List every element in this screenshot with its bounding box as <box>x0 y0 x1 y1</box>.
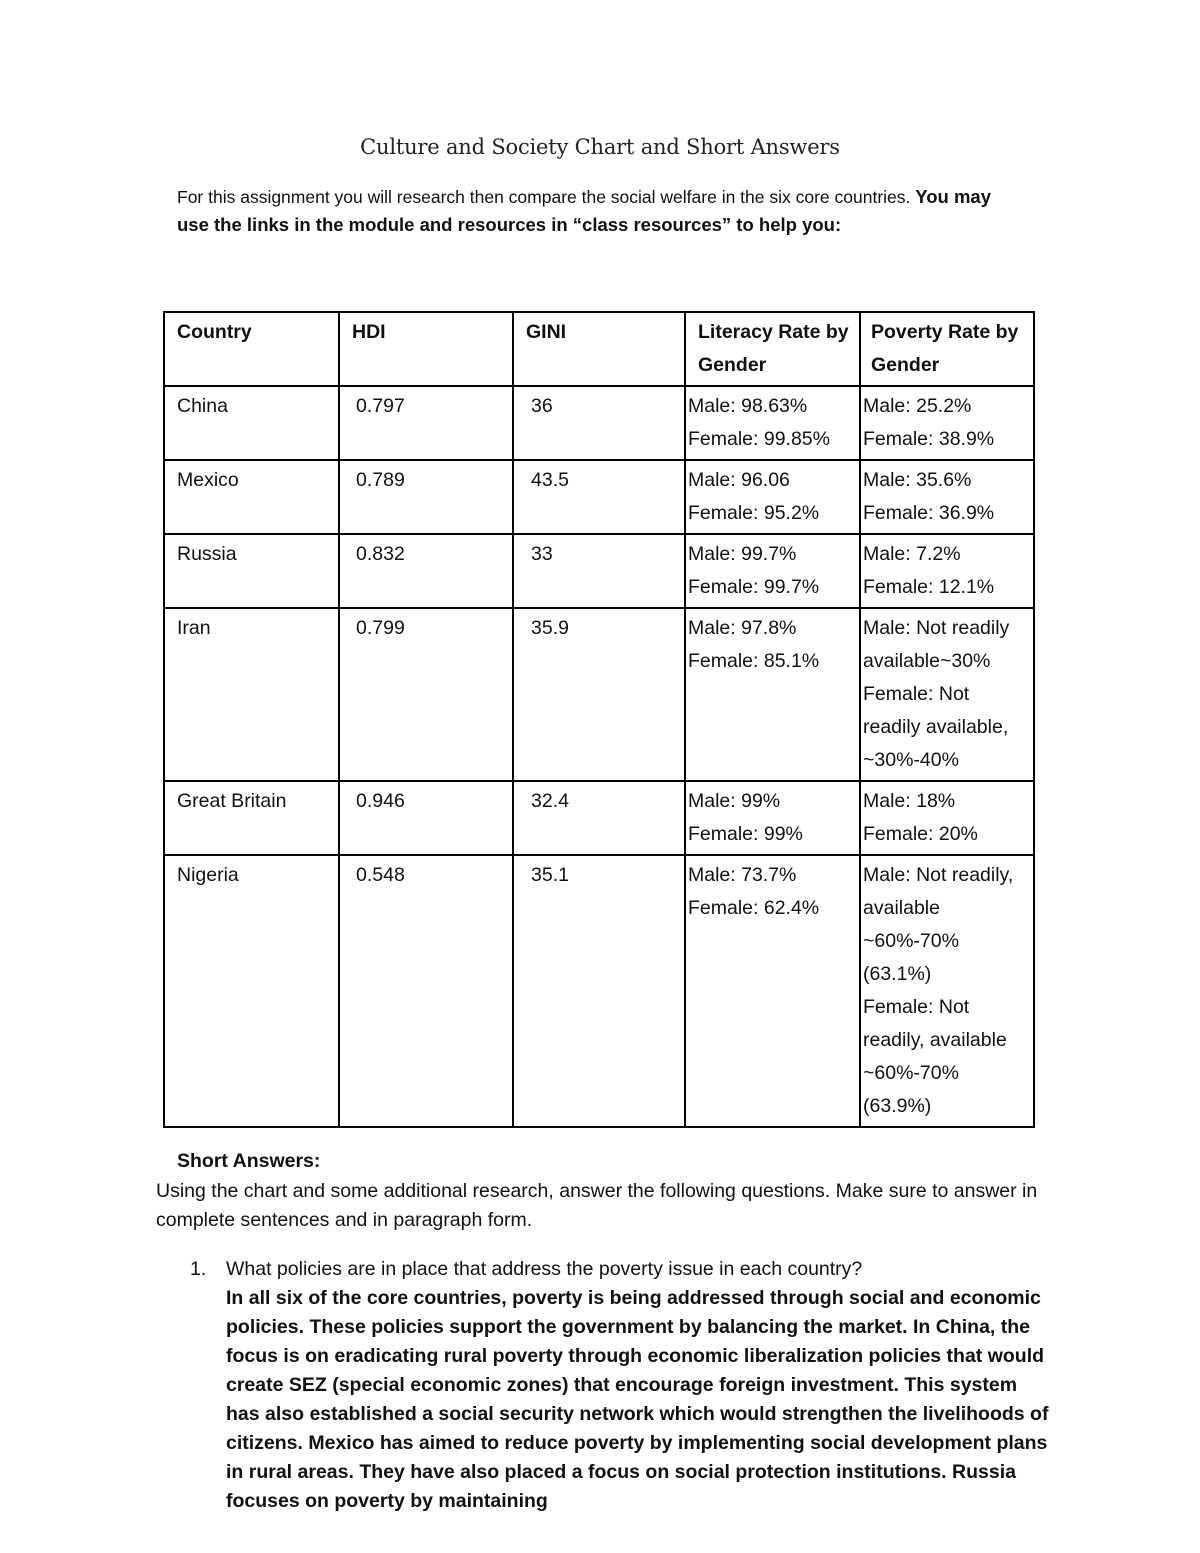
short-answers-heading: Short Answers: <box>177 1150 321 1172</box>
cell-country: Iran <box>164 608 339 781</box>
cell-literacy <box>685 855 860 1127</box>
poverty-line: Male: 18% <box>863 790 956 812</box>
social-welfare-table <box>163 311 1035 1128</box>
cell-country: China <box>164 386 339 460</box>
cell-literacy <box>685 781 860 855</box>
poverty-line: Female: 36.9% <box>863 502 995 524</box>
poverty-line: (63.1%) <box>863 963 932 985</box>
table-header-row <box>164 312 1034 386</box>
poverty-line: ~30%-40% <box>863 749 959 771</box>
poverty-line: Male: 7.2% <box>863 543 961 565</box>
literacy-line: Female: 99% <box>688 823 803 845</box>
cell-gini: 33 <box>513 534 685 608</box>
cell-hdi: 0.799 <box>339 608 513 781</box>
cell-country: Nigeria <box>164 855 339 1127</box>
literacy-line: Male: 97.8% <box>688 617 797 639</box>
header-literacy: Literacy Rate by Gender <box>685 312 860 386</box>
answer-text: In all six of the core countries, poverty is being addressed through social and economic policies. These policies support the government by balancing the market. In China, the focus is on eradicating rural poverty through economic liberalization policies that would create SEZ (special economic zones) that encourage foreign investment. This system has also established a social security network which would strengthen the livelihoods of citizens. Mexico has aimed to reduce poverty by implementing social development plans in rural areas. They have also placed a focus on social protection institutions. Russia focuses on poverty by maintaining <box>226 1287 1049 1512</box>
intro-text-part1: For this assignment you will research then compare the social welfare in the six core countries. <box>177 187 916 207</box>
cell-hdi: 0.548 <box>339 855 513 1127</box>
poverty-line: available <box>863 897 940 919</box>
cell-poverty <box>860 781 1034 855</box>
literacy-line: Female: 95.2% <box>688 502 820 524</box>
poverty-line: Male: 35.6% <box>863 469 972 491</box>
literacy-line: Female: 85.1% <box>688 650 820 672</box>
literacy-line: Female: 62.4% <box>688 897 820 919</box>
cell-literacy <box>685 460 860 534</box>
cell-literacy <box>685 608 860 781</box>
cell-gini: 35.9 <box>513 608 685 781</box>
poverty-line: Female: Not <box>863 996 970 1018</box>
header-country: Country <box>164 312 339 386</box>
poverty-line: available~30% <box>863 650 991 672</box>
literacy-line: Female: 99.85% <box>688 428 830 450</box>
table-row <box>164 534 1034 608</box>
poverty-line: ~60%-70% <box>863 1062 959 1084</box>
table-row <box>164 386 1034 460</box>
short-answers-instructions: Using the chart and some additional research, answer the following questions. Make sure to answer in complete sentences and in paragraph form. <box>156 1180 1038 1231</box>
header-gini: GINI <box>513 312 685 386</box>
document-title: Culture and Society Chart and Short Answers <box>360 135 840 159</box>
literacy-line: Male: 96.06 <box>688 469 790 491</box>
intro-text-part2: You may use the links in the module and resources in “class resources” to help you: <box>177 186 991 235</box>
cell-literacy <box>685 534 860 608</box>
table-row <box>164 608 1034 781</box>
cell-gini: 43.5 <box>513 460 685 534</box>
literacy-line: Male: 98.63% <box>688 395 808 417</box>
cell-country: Mexico <box>164 460 339 534</box>
table-row <box>164 781 1034 855</box>
cell-hdi: 0.946 <box>339 781 513 855</box>
cell-poverty <box>860 855 1034 1127</box>
literacy-line: Male: 99.7% <box>688 543 797 565</box>
cell-literacy <box>685 386 860 460</box>
cell-hdi: 0.797 <box>339 386 513 460</box>
question-item <box>190 1255 1050 1516</box>
table-row <box>164 460 1034 534</box>
cell-poverty <box>860 386 1034 460</box>
poverty-line: Female: 20% <box>863 823 978 845</box>
poverty-line: ~60%-70% <box>863 930 959 952</box>
poverty-line: Female: Not <box>863 683 970 705</box>
cell-poverty <box>860 534 1034 608</box>
literacy-line: Male: 99% <box>688 790 781 812</box>
table-row <box>164 855 1034 1127</box>
header-poverty: Poverty Rate by Gender <box>860 312 1034 386</box>
poverty-line: Male: Not readily <box>863 617 1010 639</box>
poverty-line: Female: 12.1% <box>863 576 995 598</box>
poverty-line: Male: 25.2% <box>863 395 972 417</box>
cell-hdi: 0.832 <box>339 534 513 608</box>
cell-gini: 36 <box>513 386 685 460</box>
cell-poverty <box>860 608 1034 781</box>
question-number: 1. <box>190 1258 207 1280</box>
poverty-line: readily available, <box>863 716 1009 738</box>
poverty-line: readily, available <box>863 1029 1007 1051</box>
header-hdi: HDI <box>339 312 513 386</box>
poverty-line: Female: 38.9% <box>863 428 995 450</box>
literacy-line: Female: 99.7% <box>688 576 820 598</box>
poverty-line: Male: Not readily, <box>863 864 1014 886</box>
intro-paragraph <box>177 183 997 239</box>
cell-gini: 35.1 <box>513 855 685 1127</box>
question-text: What policies are in place that address the poverty issue in each country? <box>226 1258 863 1280</box>
cell-hdi: 0.789 <box>339 460 513 534</box>
cell-country: Russia <box>164 534 339 608</box>
literacy-line: Male: 73.7% <box>688 864 797 886</box>
cell-country: Great Britain <box>164 781 339 855</box>
cell-poverty <box>860 460 1034 534</box>
cell-gini: 32.4 <box>513 781 685 855</box>
poverty-line: (63.9%) <box>863 1095 932 1117</box>
